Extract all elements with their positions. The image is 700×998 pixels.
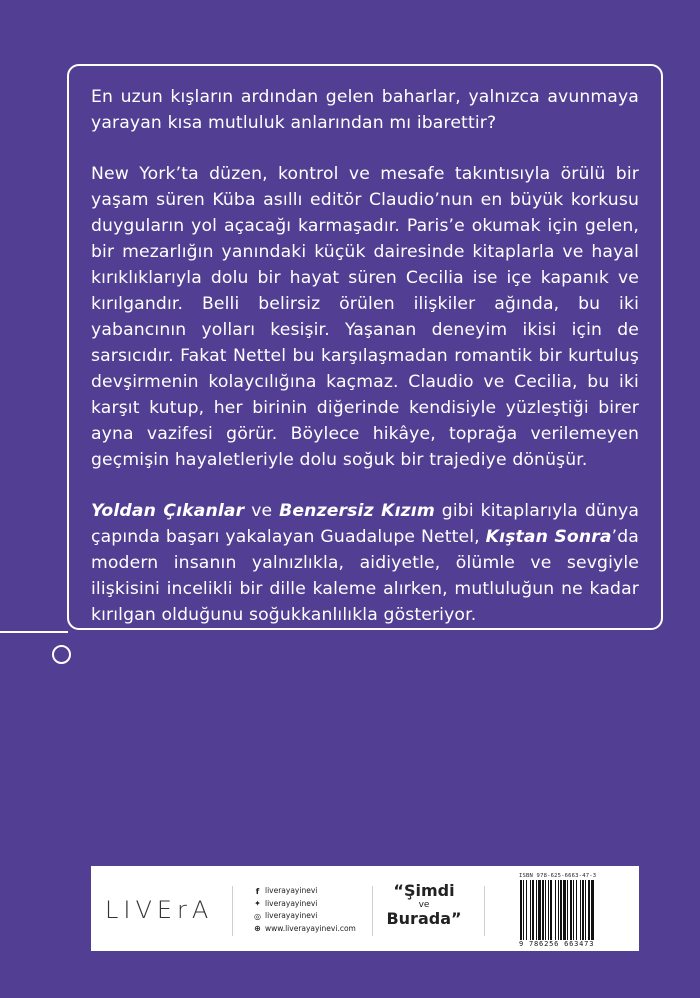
series-line-3: Burada”	[386, 909, 462, 928]
series-line-1: “Şimdi	[393, 881, 455, 900]
social-links	[253, 885, 356, 935]
social-website	[253, 923, 356, 936]
decorative-line	[0, 631, 68, 633]
book-title: Benzersiz Kızım	[279, 501, 435, 521]
isbn-label: ISBN 978-625-6663-47-3	[519, 873, 597, 879]
divider	[484, 886, 485, 936]
book-title: Yoldan Çıkanlar	[91, 501, 245, 521]
barcode-block	[519, 872, 629, 948]
blurb-text: ’da modern insanın yalnızlıkla, aidiyetle, ölümle ve sevgiyle ilişkisini incelikli bir dille kaleme alırken, mutluluğun ne kadar kırılgan olduğunu soğukkanlılıkla gösteriyor.	[91, 527, 639, 625]
blurb-text: ve	[244, 501, 280, 521]
publisher-logo: LIVErA	[105, 896, 214, 924]
blurb-paragraph-2: New York’ta düzen, kontrol ve mesafe takıntısıyla örülü bir yaşam süren Küba asıllı editör Claudio’nun en büyük korkusu duyguların yol açacağı karmaşadır. Paris’e okumak için gelen, bir mezarlığın yanındaki küçük dairesinde kitaplarla ve hayal kırıklıklarıyla dolu bir hayat süren Cecilia ise içe kapanık ve kırılgandır. Belli belirsiz örülen ilişkiler ağında, bu iki yabancının yolları kesişir. Yaşanan deneyim ikisi için de sarsıcıdır. Fakat Nettel bu karşılaşmadan romantik bir kurtuluş devşirmenin kolaycılığına kaçmaz. Claudio ve Cecilia, bu iki karşıt kutup, her birinin diğerinde kendisiyle yüzleştiği birer ayna vazifesi görür. Böylece hikâye, toprağa verilemeyen geçmişin hayaletleriyle dolu soğuk bir trajediye dönüşür.	[91, 164, 639, 470]
book-title: Kıştan Sonra	[485, 527, 612, 547]
series-logo	[384, 882, 464, 928]
social-facebook	[253, 885, 356, 898]
barcode	[519, 880, 629, 940]
globe-icon: ⊕	[254, 924, 261, 934]
social-handle: liverayayinevi	[265, 911, 318, 920]
instagram-icon: ◎	[254, 911, 261, 921]
blurb-paragraph-1: En uzun kışların ardından gelen baharlar, yalnızca avunmaya yarayan kısa mutluluk anlarından mı ibarettir?	[91, 87, 639, 133]
blurb-text: gibi kitaplarıyla dünya çapında başarı yakalayan Guadalupe Nettel,	[91, 501, 639, 547]
series-line-2: ve	[418, 900, 430, 910]
divider	[372, 886, 373, 936]
social-twitter	[253, 898, 356, 911]
blurb-paragraph-3	[91, 498, 639, 628]
decorative-circle	[52, 645, 71, 664]
twitter-icon: ✦	[254, 899, 261, 909]
website-url: www.liverayayinevi.com	[265, 923, 356, 933]
social-handle: liverayayinevi	[265, 898, 318, 908]
ean-number: 9 786256 663473	[519, 940, 595, 948]
divider	[232, 886, 233, 936]
social-instagram	[253, 910, 356, 923]
facebook-icon: f	[255, 886, 260, 896]
publisher-footer	[91, 866, 639, 951]
back-cover-blurb	[91, 84, 639, 628]
social-handle: liverayayinevi	[265, 886, 318, 895]
